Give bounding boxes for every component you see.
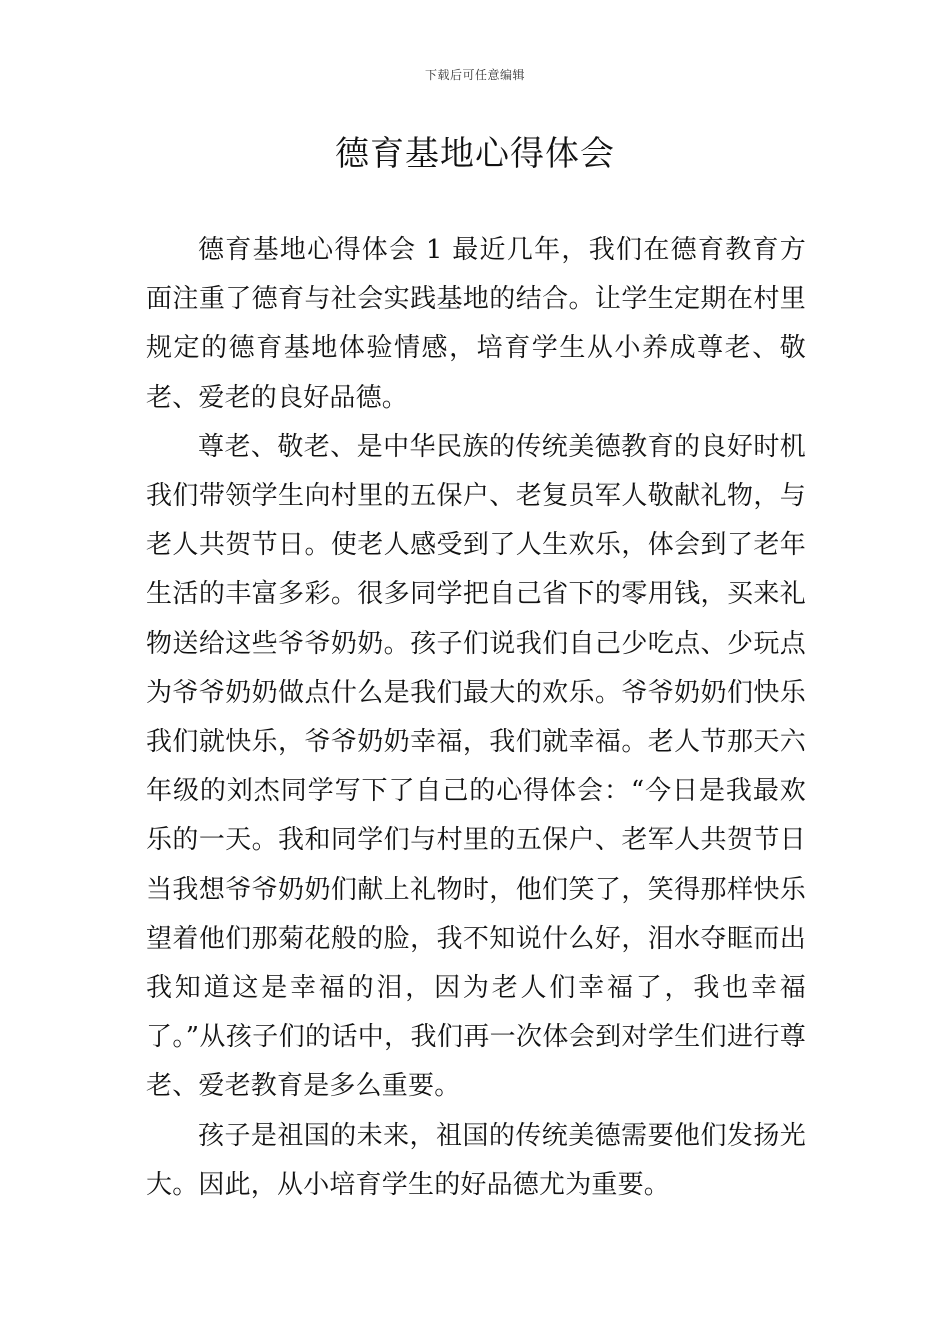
paragraph-1: 德育基地心得体会 1 最近几年，我们在德育教育方面注重了德育与社会实践基地的结合。让学生定期在村里规定的德育基地体验情感，培育学生从小养成尊老、敬老、爱老的良好品德。 (146, 235, 806, 413)
header-note: 下载后可任意编辑 (424, 68, 525, 82)
paragraph-3: 孩子是祖国的未来，祖国的传统美德需要他们发扬光大。因此，从小培育学生的好品德尤为重要。 (146, 1120, 806, 1200)
paragraph-2: 尊老、敬老、是中华民族的传统美德教育的良好时机我们带领学生向村里的五保户、老复员军人敬献礼物，与老人共贺节日。使老人感受到了人生欢乐，体会到了老年生活的丰富多彩。很多同学把自己省下的零用钱，买来礼物送给这些爷爷奶奶。孩子们说我们自己少吃点、少玩点为爷爷奶奶做点什么是我们最大的欢乐。爷爷奶奶们快乐我们就快乐，爷爷奶奶幸福，我们就幸福。老人节那天六年级的刘杰同学写下了自己的心得体会：“今日是我最欢乐的一天。我和同学们与村里的五保户、老军人共贺节日当我想爷爷奶奶们献上礼物时，他们笑了，笑得那样快乐望着他们那菊花般的脸，我不知说什么好，泪水夺眶而出我知道这是幸福的泪，因为老人们幸福了，我也幸福了。”从孩子们的话中，我们再一次体会到对学生们进行尊老、爱老教育是多么重要。 (146, 431, 806, 1102)
document-title: 德育基地心得体会 (335, 134, 615, 174)
document-body (146, 226, 806, 1210)
